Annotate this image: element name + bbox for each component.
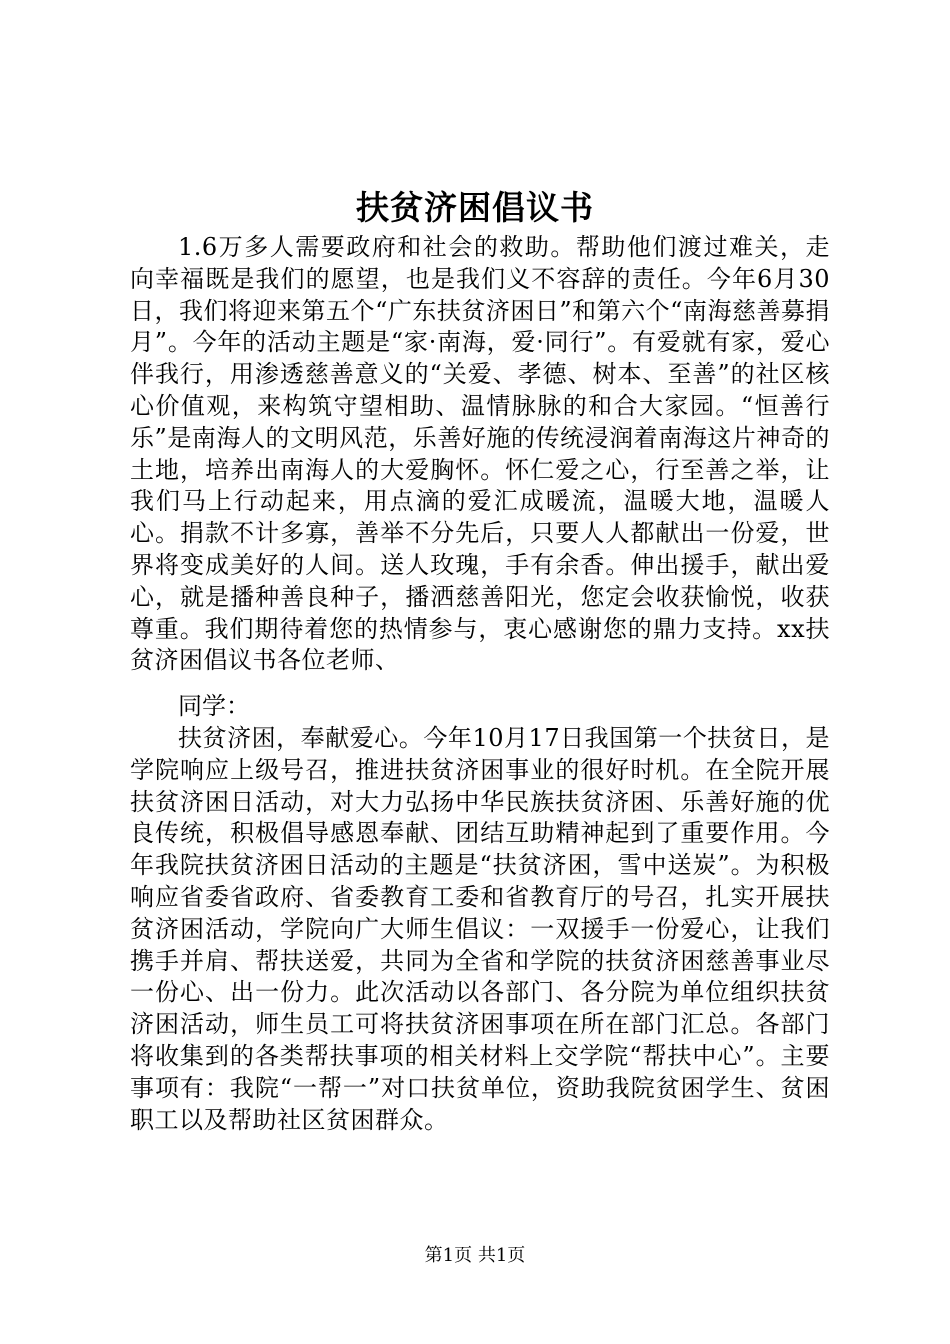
document-title: 扶贫济困倡议书 (356, 188, 594, 227)
body-paragraph-1: 1.6万多人需要政府和社会的救助。帮助他们渡过难关，走向幸福既是我们的愿望，也是我们义不容辞的责任。今年6月30日，我们将迎来第五个“广东扶贫济困日”和第六个“南海慈善募捐月”。今年的活动主题是“家·南海，爱·同行”。有爱就有家，爱心伴我行，用渗透慈善意义的“关爱、孝德、树本、至善”的社区核心价值观，来构筑守望相助、温情脉脉的和合大家园。“恒善行乐”是南海人的文明风范，乐善好施的传统浸润着南海这片神奇的土地，培养出南海人的大爱胸怀。怀仁爱之心，行至善之举，让我们马上行动起来，用点滴的爱汇成暖流，温暖大地，温暖人心。捐款不计多寡，善举不分先后，只要人人都献出一份爱，世界将变成美好的人间。送人玫瑰，手有余香。伸出援手，献出爱心，就是播种善良种子，播洒慈善阳光，您定会收获愉悦，收获尊重。我们期待着您的热情参与，衷心感谢您的鼎力支持。xx扶贫济困倡议书各位老师、 (130, 233, 830, 675)
page-footer: 第1页 共1页 (424, 1245, 526, 1266)
body-paragraph-2: 扶贫济困，奉献爱心。今年10月17日我国第一个扶贫日，是学院响应上级号召，推进扶贫济困事业的很好时机。在全院开展扶贫济困日活动，对大力弘扬中华民族扶贫济困、乐善好施的优良传统，积极倡导感恩奉献、团结互助精神起到了重要作用。今年我院扶贫济困日活动的主题是“扶贫济困，雪中送炭”。为积极响应省委省政府、省委教育工委和省教育厅的号召，扎实开展扶贫济困活动，学院向广大师生倡议：一双援手一份爱心，让我们携手并肩、帮扶送爱，共同为全省和学院的扶贫济困慈善事业尽一份心、出一份力。此次活动以各部门、各分院为单位组织扶贫济困活动，师生员工可将扶贫济困事项在所在部门汇总。各部门将收集到的各类帮扶事项的相关材料上交学院“帮扶中心”。主要事项有：我院“一帮一”对口扶贫单位，资助我院贫困学生、贫困职工以及帮助社区贫困群众。 (130, 724, 830, 1134)
salutation: 同学： (178, 692, 250, 720)
